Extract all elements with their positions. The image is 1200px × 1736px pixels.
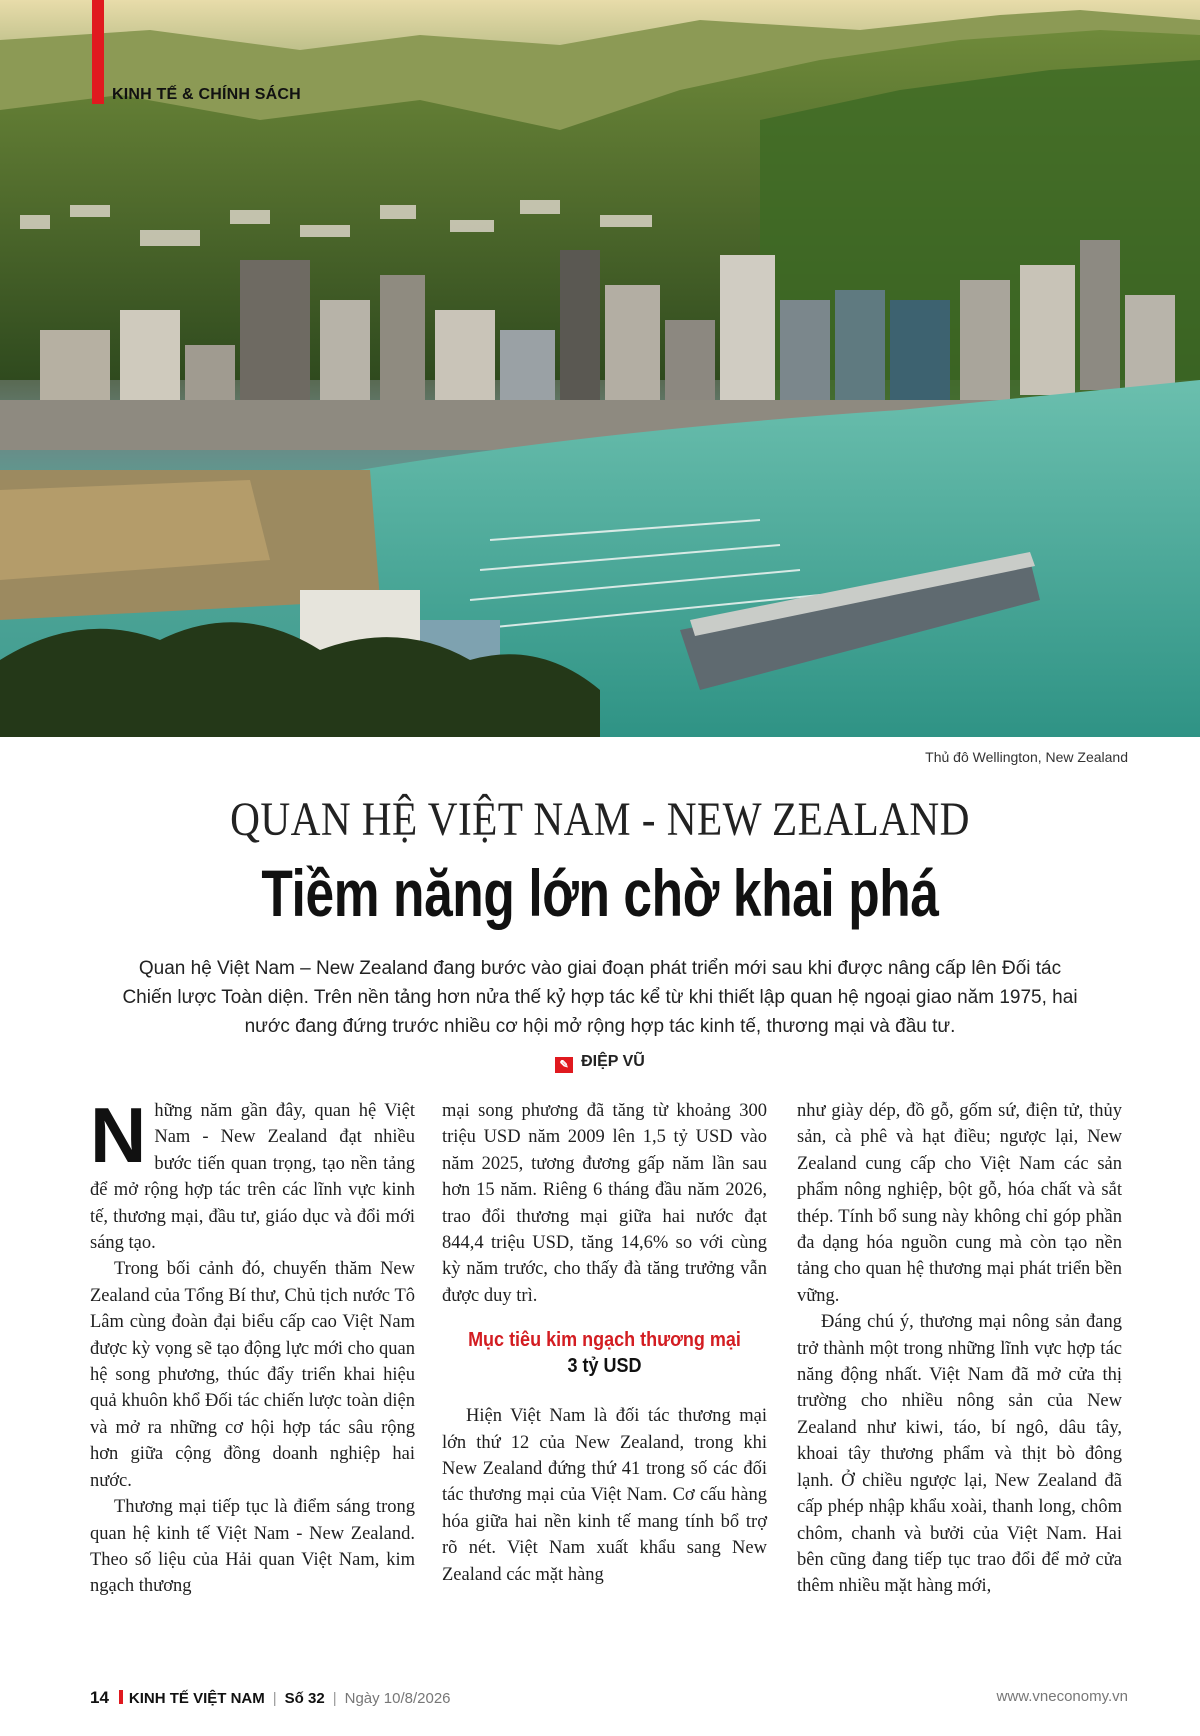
paragraph: Hiện Việt Nam là đối tác thương mại lớn thứ 12 của New Zealand, trong khi New Zealand đứng thứ 41 trong số các đối tác thương mại của Việt Nam. Cơ cấu hàng hóa giữa hai nền kinh tế mang tính bổ trợ rõ nét. Việt Nam xuất khẩu sang New Zealand các mặt hàng xyxy=(442,1406,767,1585)
article-kicker: QUAN HỆ VIỆT NAM - NEW ZEALAND xyxy=(230,793,970,846)
section-label: KINH TẾ & CHÍNH SÁCH xyxy=(112,86,301,103)
photo-caption: Thủ đô Wellington, New Zealand xyxy=(925,749,1128,765)
issue-date: Ngày 10/8/2026 xyxy=(344,1690,451,1707)
footer-marker xyxy=(119,1690,123,1704)
section-marker xyxy=(92,0,104,104)
issue-number: Số 32 xyxy=(284,1690,325,1707)
pen-icon: ✎ xyxy=(555,1057,573,1073)
wellington-harbour-illustration xyxy=(0,0,1200,737)
column-3 xyxy=(797,1098,1122,1600)
paragraph: Đáng chú ý, thương mại nông sản đang trở thành một trong những lĩnh vực hợp tác năng động nhất. Việt Nam đã mở cửa thị trường cho nhiều nông sản của New Zealand như kiwi, táo, bí ngô, dâu tây, khoai tây thương phẩm và thịt bò đông lạnh. Ở chiều ngược lại, New Zealand đã cấp phép nhập khẩu xoài, thanh long, chôm chôm, chanh và bưởi của Việt Nam. Hai bên cũng đang tiếp tục trao đổi để mở cửa thêm nhiều mặt hàng mới, xyxy=(797,1312,1122,1597)
footer-separator: | xyxy=(332,1690,337,1707)
paragraph: như giày dép, đồ gỗ, gốm sứ, điện tử, thủy sản, cà phê và hạt điều; ngược lại, New Zealand cung cấp cho Việt Nam các sản phẩm nông nghiệp, bột gỗ, hóa chất và sắt thép. Tính bổ sung này không chỉ góp phần đa dạng hóa nguồn cung mà còn tạo nền tảng cho quan hệ thương mại phát triển bền vững. xyxy=(797,1101,1122,1306)
byline xyxy=(0,1053,1200,1073)
page-number: 14 xyxy=(90,1688,109,1707)
article-sapo: Quan hệ Việt Nam – New Zealand đang bước vào giai đoạn phát triển mới sau khi được nâng cấp lên Đối tác Chiến lược Toàn diện. Trên nền tảng hơn nửa thế kỷ hợp tác kể từ khi thiết lập quan hệ ngoại giao năm 1975, hai nước đang đứng trước nhiều cơ hội mở rộng hợp tác kinh tế, thương mại và đầu tư. xyxy=(122,958,1078,1037)
publication-name: KINH TẾ VIỆT NAM xyxy=(128,1690,265,1707)
footer-separator: | xyxy=(272,1690,277,1707)
page-footer xyxy=(90,1688,1128,1712)
paragraph: mại song phương đã tăng từ khoảng 300 triệu USD năm 2009 lên 1,5 tỷ USD vào năm 2025, tương đương gấp năm lần sau hơn 15 năm. Riêng 6 tháng đầu năm 2026, trao đổi thương mại giữa hai nước đạt 844,4 triệu USD, tăng 14,6% so với cùng kỳ năm trước, cho thấy đà tăng trưởng vẫn được duy trì. xyxy=(442,1101,767,1306)
subheading-line-1: Mục tiêu kim ngạch thương mại xyxy=(468,1329,741,1352)
article-headline: Tiềm năng lớn chờ khai phá xyxy=(261,856,939,930)
hero-photo xyxy=(0,0,1200,737)
subheading-line-2: 3 tỷ USD xyxy=(567,1355,642,1378)
drop-cap: N xyxy=(90,1091,147,1179)
column-1 xyxy=(90,1091,415,1600)
paragraph: Những năm gần đây, quan hệ Việt Nam - New Zealand đạt nhiều bước tiến quan trọng, tạo nền tảng để mở rộng hợp tác trên các lĩnh vực kinh tế, thương mại, đầu tư, giáo dục và đổi mới sáng tạo. xyxy=(90,1091,415,1254)
paragraph: Trong bối cảnh đó, chuyến thăm New Zealand của Tổng Bí thư, Chủ tịch nước Tô Lâm cùng đoàn đại biểu cấp cao Việt Nam được kỳ vọng sẽ tạo động lực mới cho quan hệ song phương, thúc đẩy triển khai hiệu quả khuôn khổ Đối tác chiến lược toàn diện và mở ra những cơ hội hợp tác sâu rộng hơn giữa cộng đồng doanh nghiệp hai nước. xyxy=(90,1259,415,1491)
paragraph: Thương mại tiếp tục là điểm sáng trong quan hệ kinh tế Việt Nam - New Zealand. Theo số liệu của Hải quan Việt Nam, kim ngạch thương xyxy=(90,1497,415,1597)
author-name: ĐIỆP VŨ xyxy=(581,1053,645,1070)
website-link[interactable]: www.vneconomy.vn xyxy=(996,1688,1128,1705)
column-2 xyxy=(442,1098,767,1588)
subheading xyxy=(442,1327,767,1379)
